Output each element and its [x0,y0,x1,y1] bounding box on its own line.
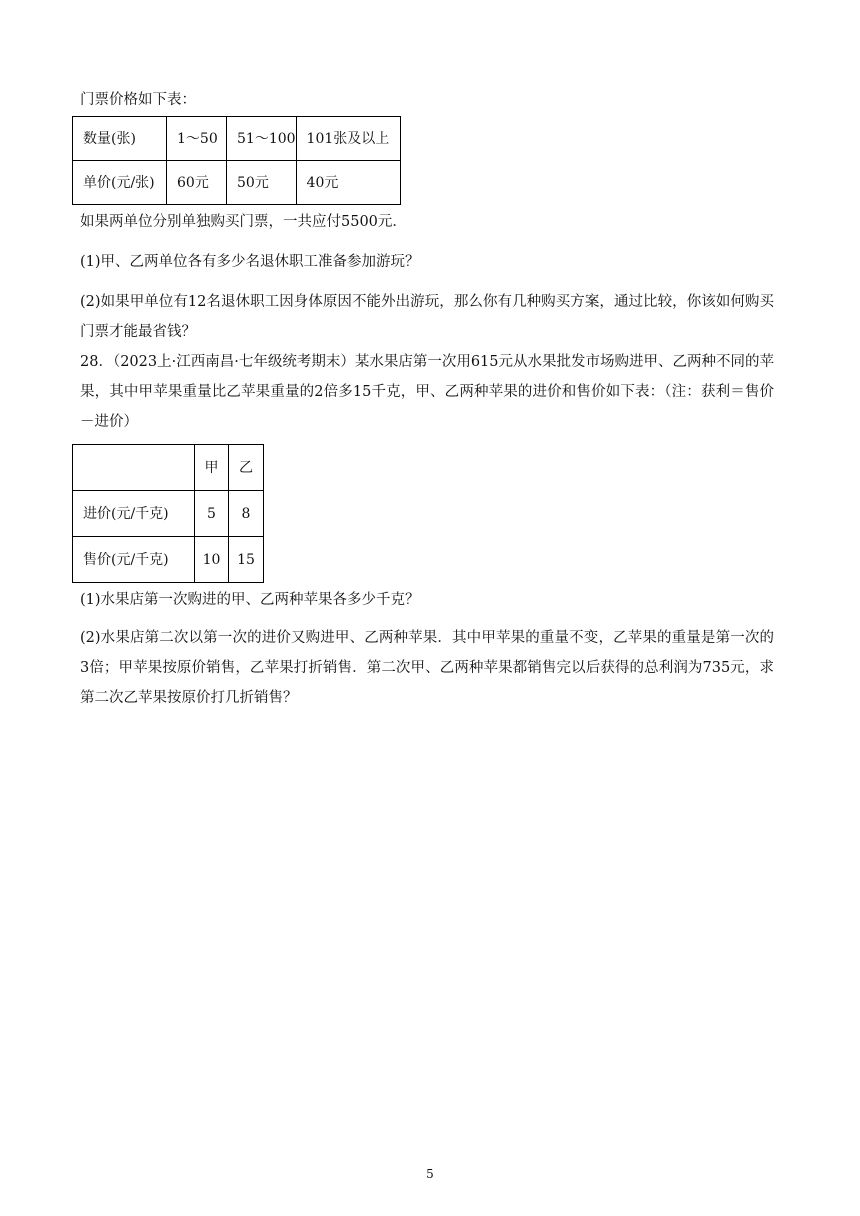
table-cell: 进价(元/千克) [73,491,195,537]
table-cell: 51～100 [227,117,297,161]
table-cell: 单价(元/张) [73,161,167,205]
table-row [73,161,401,205]
page-number: 5 [426,1167,434,1181]
intro-text: 门票价格如下表： [80,92,196,108]
question-28-part-2: (2)水果店第二次以第一次的进价又购进甲、乙两种苹果．其中甲苹果的重量不变，乙苹果的重量是第一次的3倍；甲苹果按原价销售，乙苹果打折销售．第二次甲、乙两种苹果都销售完以后获得的总利润为735元，求第二次乙苹果按原价打几折销售？ [80,630,774,706]
table-cell: 50元 [227,161,297,205]
table-cell: 甲 [195,445,229,491]
table-row [73,491,264,537]
table-cell: 101张及以上 [296,117,400,161]
apple-price-table [72,444,264,583]
ticket-price-table [72,116,401,205]
question-28-part-1: (1)水果店第一次购进的甲、乙两种苹果各多少千克？ [80,592,420,608]
table-cell: 15 [229,537,264,583]
table-cell: 售价(元/千克) [73,537,195,583]
question-27-part-2: (2)如果甲单位有12名退休职工因身体原因不能外出游玩，那么你有几种购买方案，通过比较，你该如何购买门票才能最省钱？ [80,294,774,340]
table-cell: 5 [195,491,229,537]
table-cell: 1～50 [167,117,227,161]
table-cell: 8 [229,491,264,537]
table-row [73,117,401,161]
table-cell: 10 [195,537,229,583]
table-cell: 40元 [296,161,400,205]
table-row [73,537,264,583]
table-cell: 60元 [167,161,227,205]
question-28-text: 28．（2023上·江西南昌·七年级统考期末）某水果店第一次用615元从水果批发市场购进甲、乙两种不同的苹果，其中甲苹果重量比乙苹果重量的2倍多15千克，甲、乙两种苹果的进价和售价如下表：（注：获利＝售价－进价） [80,354,774,430]
table-row [73,445,264,491]
statement-text: 如果两单位分别单独购买门票，一共应付5500元． [80,214,407,230]
table-cell: 乙 [229,445,264,491]
question-27-part-1: (1)甲、乙两单位各有多少名退休职工准备参加游玩？ [80,254,420,270]
table-cell [73,445,195,491]
table-cell: 数量(张) [73,117,167,161]
